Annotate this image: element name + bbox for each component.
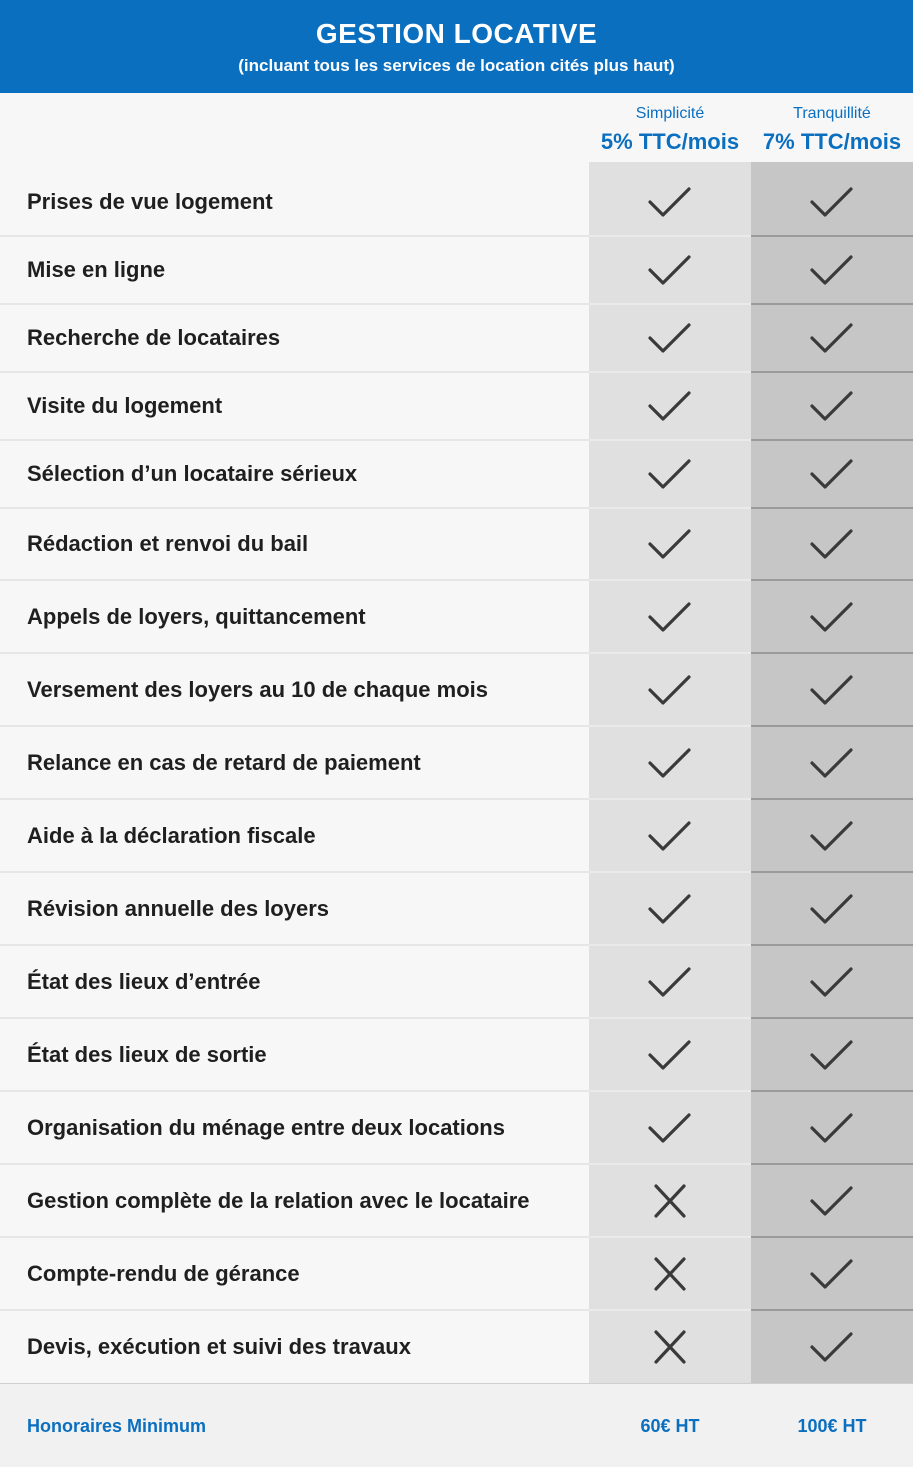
feature-row bbox=[0, 167, 913, 236]
check-icon bbox=[810, 814, 854, 858]
check-icon bbox=[810, 1325, 854, 1369]
check-icon bbox=[810, 248, 854, 292]
feature-row bbox=[0, 1164, 913, 1237]
feature-label: État des lieux de sortie bbox=[27, 1041, 267, 1067]
feature-label: Relance en cas de retard de paiement bbox=[27, 749, 421, 775]
footer-value-tranquillite: 100€ HT bbox=[797, 1416, 867, 1436]
feature-label: Mise en ligne bbox=[27, 257, 166, 282]
feature-row bbox=[0, 1310, 913, 1383]
feature-row bbox=[0, 236, 913, 304]
check-icon bbox=[648, 1106, 692, 1150]
feature-label: Visite du logement bbox=[27, 393, 223, 418]
feature-row bbox=[0, 872, 913, 945]
footer-value-simplicite: 60€ HT bbox=[640, 1416, 700, 1436]
check-icon bbox=[810, 1106, 854, 1150]
feature-label: Organisation du ménage entre deux locations bbox=[27, 1114, 505, 1140]
feature-row bbox=[0, 726, 913, 799]
plan-name: Simplicité bbox=[635, 105, 705, 122]
check-icon bbox=[810, 1252, 854, 1296]
feature-rows bbox=[0, 167, 913, 1383]
feature-label: Versement des loyers au 10 de chaque mois bbox=[27, 676, 488, 702]
check-icon bbox=[648, 384, 692, 428]
feature-label: Recherche de locataires bbox=[27, 325, 281, 350]
footer-label: Honoraires Minimum bbox=[27, 1416, 207, 1436]
plan-name: Tranquillité bbox=[793, 105, 871, 122]
feature-row bbox=[0, 1018, 913, 1091]
cross-icon bbox=[648, 1325, 692, 1369]
feature-row bbox=[0, 1237, 913, 1310]
check-icon bbox=[648, 887, 692, 931]
check-icon bbox=[810, 452, 854, 496]
feature-label: Révision annuelle des loyers bbox=[27, 895, 330, 921]
table-subtitle: (incluant tous les services de location cités plus haut) bbox=[238, 56, 675, 75]
check-icon bbox=[810, 595, 854, 639]
feature-row bbox=[0, 304, 913, 372]
check-icon bbox=[648, 316, 692, 360]
check-icon bbox=[810, 887, 854, 931]
feature-row bbox=[0, 372, 913, 440]
check-icon bbox=[810, 741, 854, 785]
feature-row bbox=[0, 945, 913, 1018]
check-icon bbox=[648, 1033, 692, 1077]
feature-label: Appels de loyers, quittancement bbox=[27, 603, 366, 629]
check-icon bbox=[648, 452, 692, 496]
check-icon bbox=[648, 180, 692, 224]
check-icon bbox=[648, 814, 692, 858]
feature-label: État des lieux d’entrée bbox=[27, 968, 261, 994]
plan-price: 5% TTC/mois bbox=[600, 129, 740, 154]
table-title: GESTION LOCATIVE bbox=[315, 18, 598, 49]
plan-header-simplicite bbox=[589, 103, 751, 157]
feature-row bbox=[0, 653, 913, 726]
check-icon bbox=[810, 1033, 854, 1077]
check-icon bbox=[810, 316, 854, 360]
feature-row bbox=[0, 580, 913, 653]
check-icon bbox=[810, 180, 854, 224]
check-icon bbox=[648, 248, 692, 292]
check-icon bbox=[648, 741, 692, 785]
feature-label: Devis, exécution et suivi des travaux bbox=[27, 1333, 411, 1359]
feature-label: Sélection d’un locataire sérieux bbox=[27, 461, 358, 486]
feature-row bbox=[0, 799, 913, 872]
feature-label: Prises de vue logement bbox=[27, 188, 273, 214]
check-icon bbox=[810, 668, 854, 712]
feature-row bbox=[0, 508, 913, 580]
check-icon bbox=[648, 668, 692, 712]
check-icon bbox=[648, 522, 692, 566]
feature-label: Aide à la déclaration fiscale bbox=[27, 822, 316, 848]
cross-icon bbox=[648, 1252, 692, 1296]
footer-row bbox=[0, 1383, 913, 1467]
check-icon bbox=[648, 595, 692, 639]
feature-label: Rédaction et renvoi du bail bbox=[27, 531, 309, 556]
feature-label: Gestion complète de la relation avec le locataire bbox=[27, 1187, 530, 1213]
check-icon bbox=[810, 960, 854, 1004]
check-icon bbox=[810, 1179, 854, 1223]
feature-row bbox=[0, 440, 913, 508]
feature-row bbox=[0, 1091, 913, 1164]
feature-label: Compte-rendu de gérance bbox=[27, 1260, 300, 1286]
plan-price: 7% TTC/mois bbox=[762, 129, 902, 154]
check-icon bbox=[648, 960, 692, 1004]
table-header bbox=[0, 0, 913, 93]
plan-header-tranquillite bbox=[751, 103, 913, 157]
cross-icon bbox=[648, 1179, 692, 1223]
check-icon bbox=[810, 522, 854, 566]
check-icon bbox=[810, 384, 854, 428]
